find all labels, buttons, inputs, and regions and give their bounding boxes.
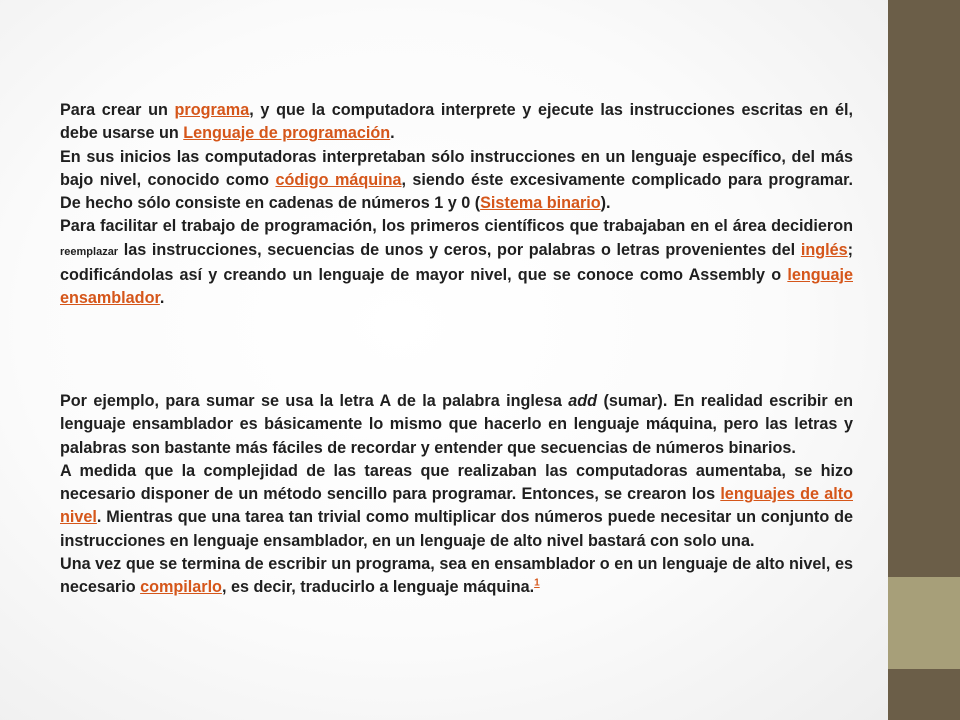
- link-lenguaje-ensamblador[interactable]: lenguaje ensamblador: [60, 266, 853, 308]
- text-segment: Por ejemplo, para sumar se usa la letra A de la palabra inglesa: [60, 392, 569, 410]
- text-segment: (sumar). En realidad escribir en lenguaje ensamblador es básicamente lo mismo que hacerlo en lenguaje máquina, pero las letras y palabras son bastante más fáciles de recordar y entender que secuencias de números binarios.: [60, 392, 853, 457]
- text-segment: , es decir, traducirlo a lenguaje máquina.: [221, 578, 535, 597]
- small-word-reemplazar: reemplazar: [60, 245, 119, 258]
- paragraph-alto-nivel: [60, 460, 853, 553]
- link-ingles[interactable]: inglés: [800, 240, 848, 259]
- paragraph-compilar: [60, 553, 853, 600]
- text-segment: En sus inicios las computadoras interpretaban sólo instrucciones en un lenguaje específico, del más bajo nivel, conocido como: [60, 147, 853, 189]
- text-block-intro: [60, 99, 853, 311]
- text-block-examples: [60, 390, 853, 600]
- paragraph-lenguaje-ensamblador: [60, 215, 853, 310]
- right-decorative-band-top: [888, 0, 960, 577]
- text-segment: Para facilitar el trabajo de programación, los primeros científicos que trabajaban en el área decidieron: [60, 217, 853, 236]
- link-lenguaje-de-programacion[interactable]: Lenguaje de programación: [183, 124, 391, 143]
- link-programa[interactable]: programa: [174, 101, 250, 119]
- italic-word-add: add: [568, 392, 598, 410]
- text-segment: ).: [600, 194, 611, 213]
- right-decorative-band-accent: [888, 577, 960, 669]
- right-decorative-band-bottom: [888, 669, 960, 720]
- paragraph-codigo-maquina: [60, 146, 853, 216]
- text-segment: .: [390, 124, 395, 143]
- link-sistema-binario[interactable]: Sistema binario: [480, 194, 601, 213]
- text-segment: Una vez que se termina de escribir un programa, sea en ensamblador o en un lenguaje de alto nivel, es necesario: [60, 555, 853, 597]
- text-segment: A medida que la complejidad de las tareas que realizaban las computadoras aumentaba, se hizo necesario disponer de un método sencillo para programar. Entonces, se crearon los: [60, 461, 853, 504]
- link-compilarlo[interactable]: compilarlo: [140, 578, 222, 597]
- paragraph-crear-programa: [60, 99, 853, 146]
- text-segment: . Mientras que una tarea tan trivial como multiplicar dos números puede necesitar un conjunto de instrucciones en lenguaje ensamblador, en un lenguaje de alto nivel bastará con solo una.: [60, 508, 853, 550]
- link-codigo-maquina[interactable]: código máquina: [275, 170, 402, 189]
- link-lenguajes-de-alto-nivel[interactable]: lenguajes de alto nivel: [60, 485, 853, 527]
- paragraph-ejemplo-sumar: [60, 390, 853, 460]
- text-segment: , y que la computadora interprete y ejecute las instrucciones escritas en él, debe usarse un: [60, 101, 853, 143]
- text-segment: ; codificándolas así y creando un lenguaje de mayor nivel, que se conoce como Assembly o: [60, 240, 853, 285]
- text-segment: Para crear un: [60, 101, 175, 119]
- footnote-link[interactable]: 1: [534, 577, 540, 589]
- text-segment: las instrucciones, secuencias de unos y ceros, por palabras o letras provenientes del: [118, 240, 801, 259]
- text-segment: .: [159, 289, 165, 308]
- text-segment: , siendo éste excesivamente complicado para programar. De hecho sólo consiste en cadenas de números 1 y 0 (: [60, 170, 853, 213]
